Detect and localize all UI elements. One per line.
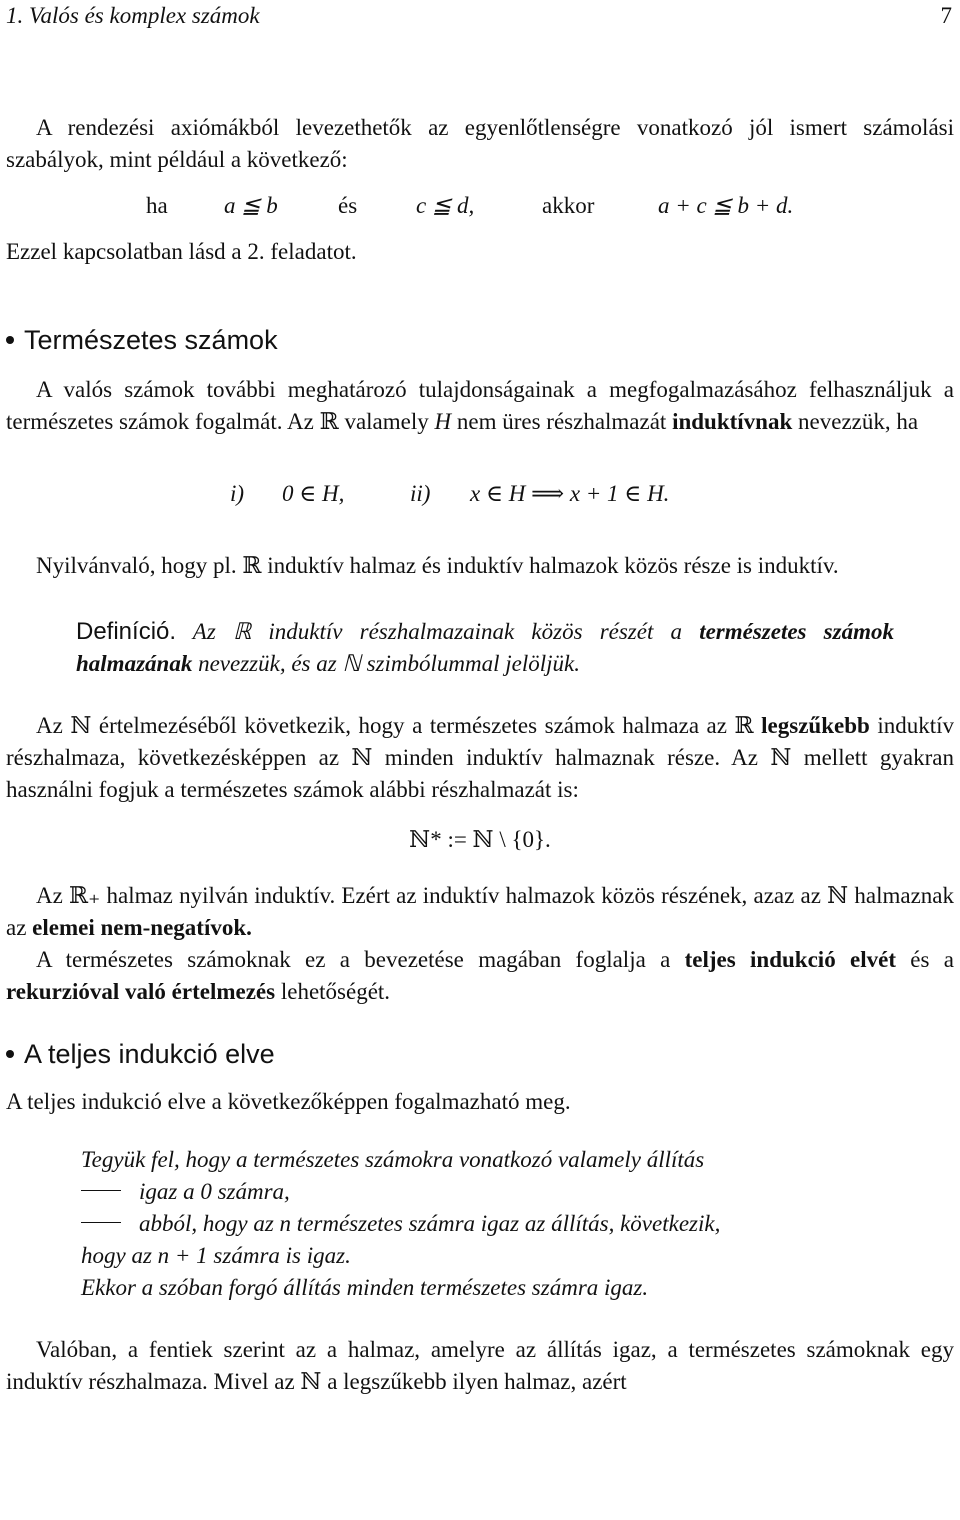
- dash-icon: [81, 1222, 121, 1223]
- page-number: 7: [940, 3, 952, 28]
- display-inductive-conditions: [6, 478, 954, 510]
- section-heading-induction: [6, 1034, 954, 1074]
- paragraph-obvious: Nyilvánvaló, hogy pl. ℝ induktív halmaz és induktív halmazok közös része is induktív.: [36, 553, 839, 578]
- math-ha: ha: [146, 193, 168, 218]
- cond-ii-label: ii): [410, 481, 431, 506]
- theorem-item: igaz a 0 számra,: [81, 1176, 884, 1208]
- chapter-title: 1. Valós és komplex számok: [6, 3, 260, 28]
- display-nstar: ℕ* := ℕ \ {0}.: [409, 827, 551, 852]
- section-title: Természetes számok: [24, 325, 278, 355]
- cond-ii-expr: x ∈ H ⟹ x + 1 ∈ H.: [470, 481, 670, 506]
- math-akkor: akkor: [542, 193, 595, 218]
- display-inequality: [6, 190, 954, 222]
- page-content: [6, 112, 954, 1398]
- definition-label: Definíció.: [76, 618, 177, 645]
- theorem-item: abból, hogy az n természetes számra igaz az állítás, következik,: [81, 1208, 884, 1240]
- theorem-line: hogy az n + 1 számra is igaz.: [81, 1243, 351, 1268]
- section-title: A teljes indukció elve: [24, 1039, 275, 1069]
- section-heading-natural-numbers: [6, 320, 954, 360]
- paragraph-rules: A rendezési axiómákból levezethetők az egyenlőtlenségre vonatkozó jól ismert számolási szabályok, mint például a következő:: [6, 115, 954, 172]
- math-es: és: [338, 193, 358, 218]
- theorem-line: Tegyük fel, hogy a természetes számokra vonatkozó valamely állítás: [81, 1147, 705, 1172]
- induction-principle: [81, 1144, 884, 1304]
- dash-icon: [81, 1190, 121, 1191]
- definition-block: Definíció. Az ℝ induktív részhalmazainak közös részét a természetes számok halmazának nevezzük, és az ℕ szimbólummal jelöljük.: [76, 618, 894, 676]
- paragraph-formulation: A teljes indukció elve a következőképpen fogalmazható meg.: [6, 1089, 571, 1114]
- page-header: [6, 0, 952, 32]
- paragraph-positive: Az ℝ₊ halmaz nyilván induktív. Ezért az induktív halmazok közös részének, azaz az ℕ halmaznak az elemei nem-negatívok.: [6, 883, 954, 940]
- paragraph-see-exercise: Ezzel kapcsolatban lásd a 2. feladatot.: [6, 239, 357, 264]
- bullet-icon: [6, 1050, 14, 1058]
- paragraph-proof: Valóban, a fentiek szerint az a halmaz, amelyre az állítás igaz, a természetes számoknak egy induktív részhalmaza. Mivel az ℕ a legszűkebb ilyen halmaz, azért: [6, 1337, 954, 1394]
- math-a-le-b: a ≦ b: [224, 193, 278, 218]
- paragraph-inductive-def: A valós számok további meghatározó tulajdonságainak a megfogalmazásához felhasználjuk a természetes számok fogalmát. Az ℝ valamely H nem üres részhalmazát induktívnak nevezzük, ha: [6, 377, 954, 434]
- math-result: a + c ≦ b + d.: [658, 193, 794, 218]
- cond-i-label: i): [230, 481, 245, 506]
- paragraph-narrowest: Az ℕ értelmezéséből következik, hogy a természetes számok halmaza az ℝ legszűkebb induktív részhalmaza, következésképpen az ℕ minden induktív halmaznak része. Az ℕ mellett gyakran használni fogjuk a természetes számok alábbi részhalmazát is:: [6, 713, 954, 802]
- theorem-conclusion: Ekkor a szóban forgó állítás minden természetes számra igaz.: [81, 1275, 649, 1300]
- paragraph-induction-intro: A természetes számoknak ez a bevezetése magában foglalja a teljes indukció elvét és a rekurzióval való értelmezés lehetőségét.: [6, 947, 954, 1004]
- cond-i-expr: 0 ∈ H,: [282, 481, 345, 506]
- math-c-le-d: c ≦ d,: [416, 193, 475, 218]
- bullet-icon: [6, 336, 14, 344]
